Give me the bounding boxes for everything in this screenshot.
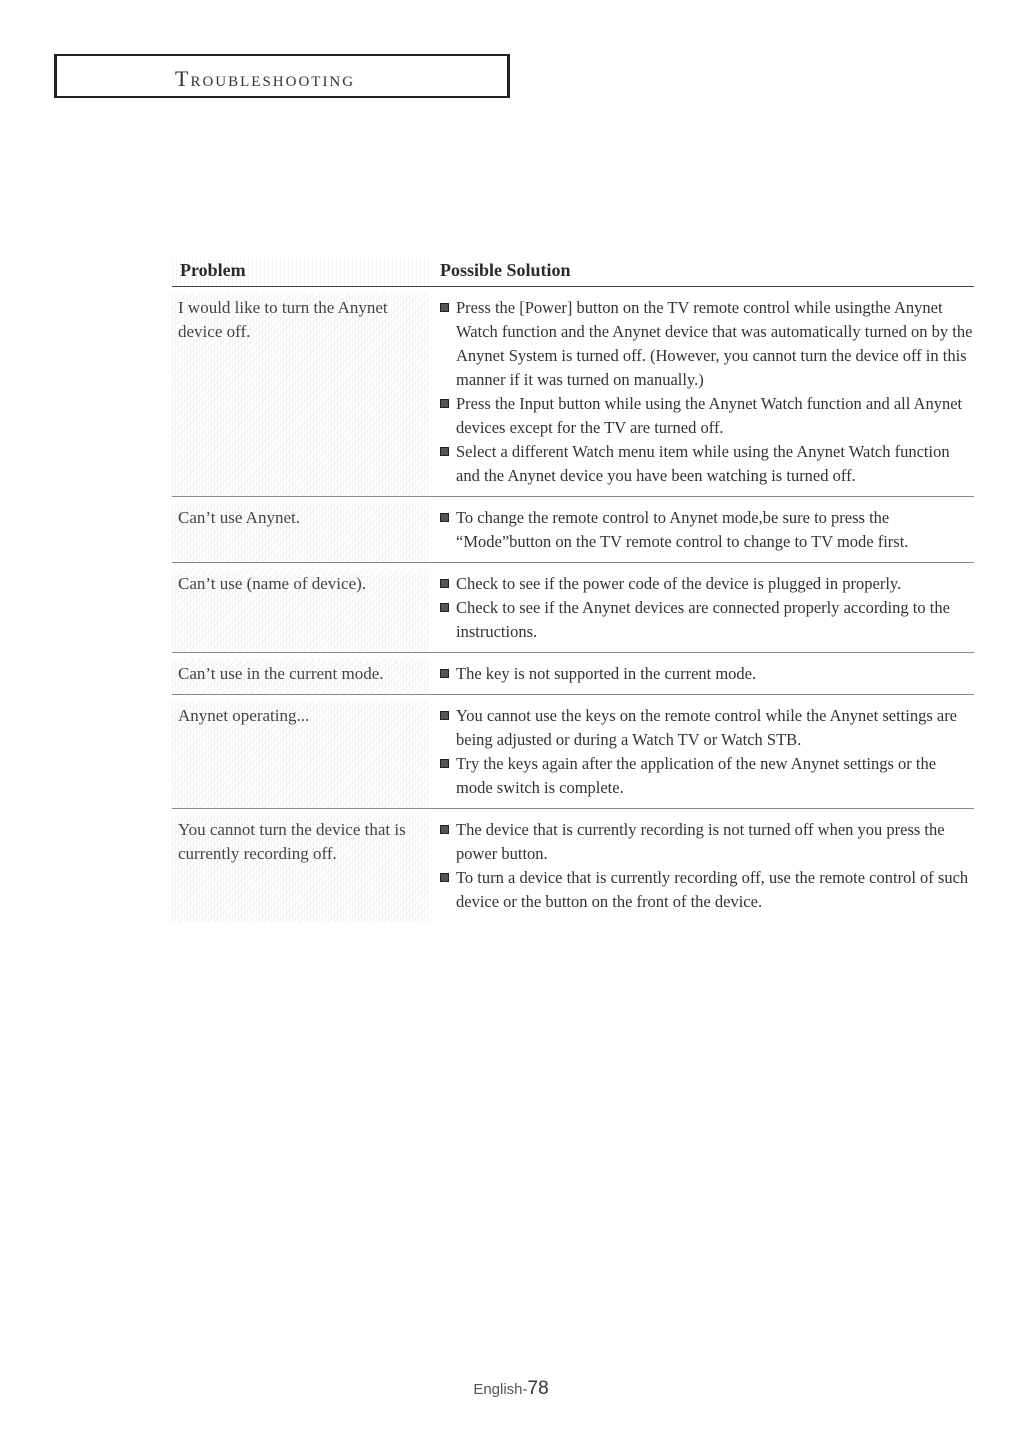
solution-text: The device that is currently recording is not turned off when you press the power button.: [456, 820, 945, 863]
table-row: [172, 569, 974, 653]
problem-cell: I would like to turn the Anynet device off.: [172, 293, 430, 496]
problem-cell: Can’t use (name of device).: [172, 569, 430, 652]
solution-text: Try the keys again after the application of the new Anynet settings or the mode switch is complete.: [456, 754, 937, 797]
solution-text: Check to see if the power code of the device is plugged in properly.: [456, 574, 902, 593]
solution-text: Check to see if the Anynet devices are connected properly according to the instructions.: [456, 598, 950, 641]
solution-text: To turn a device that is currently recording off, use the remote control of such device or the button on the front of the device.: [456, 868, 969, 911]
solution-item: [440, 662, 974, 686]
table-row: [172, 293, 974, 497]
solution-text: The key is not supported in the current mode.: [456, 664, 757, 683]
solution-text: You cannot use the keys on the remote control while the Anynet settings are being adjusted or during a Watch TV or Watch STB.: [456, 706, 958, 749]
page-footer: [0, 1378, 1022, 1400]
solution-item: [440, 296, 974, 392]
solution-cell: [430, 503, 974, 562]
solution-column-header: Possible Solution: [440, 260, 571, 280]
square-bullet-icon: [440, 303, 449, 312]
table-row: [172, 659, 974, 695]
table-row: [172, 815, 974, 922]
problem-cell: Anynet operating...: [172, 701, 430, 808]
table-row: [172, 701, 974, 809]
square-bullet-icon: [440, 873, 449, 882]
solution-cell: [430, 701, 974, 808]
solution-item: [440, 866, 974, 914]
problem-cell: Can’t use Anynet.: [172, 503, 430, 562]
problem-cell: You cannot turn the device that is currently recording off.: [172, 815, 430, 922]
solution-text: Press the [Power] button on the TV remote control while usingthe Anynet Watch function and the Anynet device that was automatically turned on by the Anynet System is turned off. (However, you cannot turn the device off in this manner if it was turned on manually.): [456, 298, 973, 389]
page-number: 78: [527, 1378, 549, 1399]
solution-item: [440, 506, 974, 554]
square-bullet-icon: [440, 513, 449, 522]
square-bullet-icon: [440, 825, 449, 834]
square-bullet-icon: [440, 669, 449, 678]
solution-item: [440, 572, 974, 596]
square-bullet-icon: [440, 447, 449, 456]
footer-language: English-: [473, 1381, 528, 1398]
solution-text: Press the Input button while using the Anynet Watch function and all Anynet devices except for the TV are turned off.: [456, 394, 963, 437]
square-bullet-icon: [440, 579, 449, 588]
solution-item: [440, 752, 974, 800]
section-header: [54, 54, 510, 98]
solution-text: To change the remote control to Anynet mode,be sure to press the “Mode”button on the TV remote control to change to TV mode first.: [456, 508, 909, 551]
solution-item: [440, 704, 974, 752]
square-bullet-icon: [440, 711, 449, 720]
solution-item: [440, 392, 974, 440]
solution-cell: [430, 569, 974, 652]
problem-cell: Can’t use in the current mode.: [172, 659, 430, 694]
section-title: Troubleshooting: [175, 66, 356, 91]
troubleshooting-table: [172, 258, 974, 922]
square-bullet-icon: [440, 759, 449, 768]
solution-cell: [430, 815, 974, 922]
square-bullet-icon: [440, 603, 449, 612]
table-row: [172, 503, 974, 563]
solution-cell: [430, 293, 974, 496]
solution-item: [440, 818, 974, 866]
solution-item: [440, 596, 974, 644]
solution-text: Select a different Watch menu item while using the Anynet Watch function and the Anynet device you have been watching is turned off.: [456, 442, 950, 485]
square-bullet-icon: [440, 399, 449, 408]
problem-column-header: Problem: [172, 258, 430, 286]
solution-cell: [430, 659, 974, 694]
table-header: [172, 258, 974, 287]
solution-item: [440, 440, 974, 488]
